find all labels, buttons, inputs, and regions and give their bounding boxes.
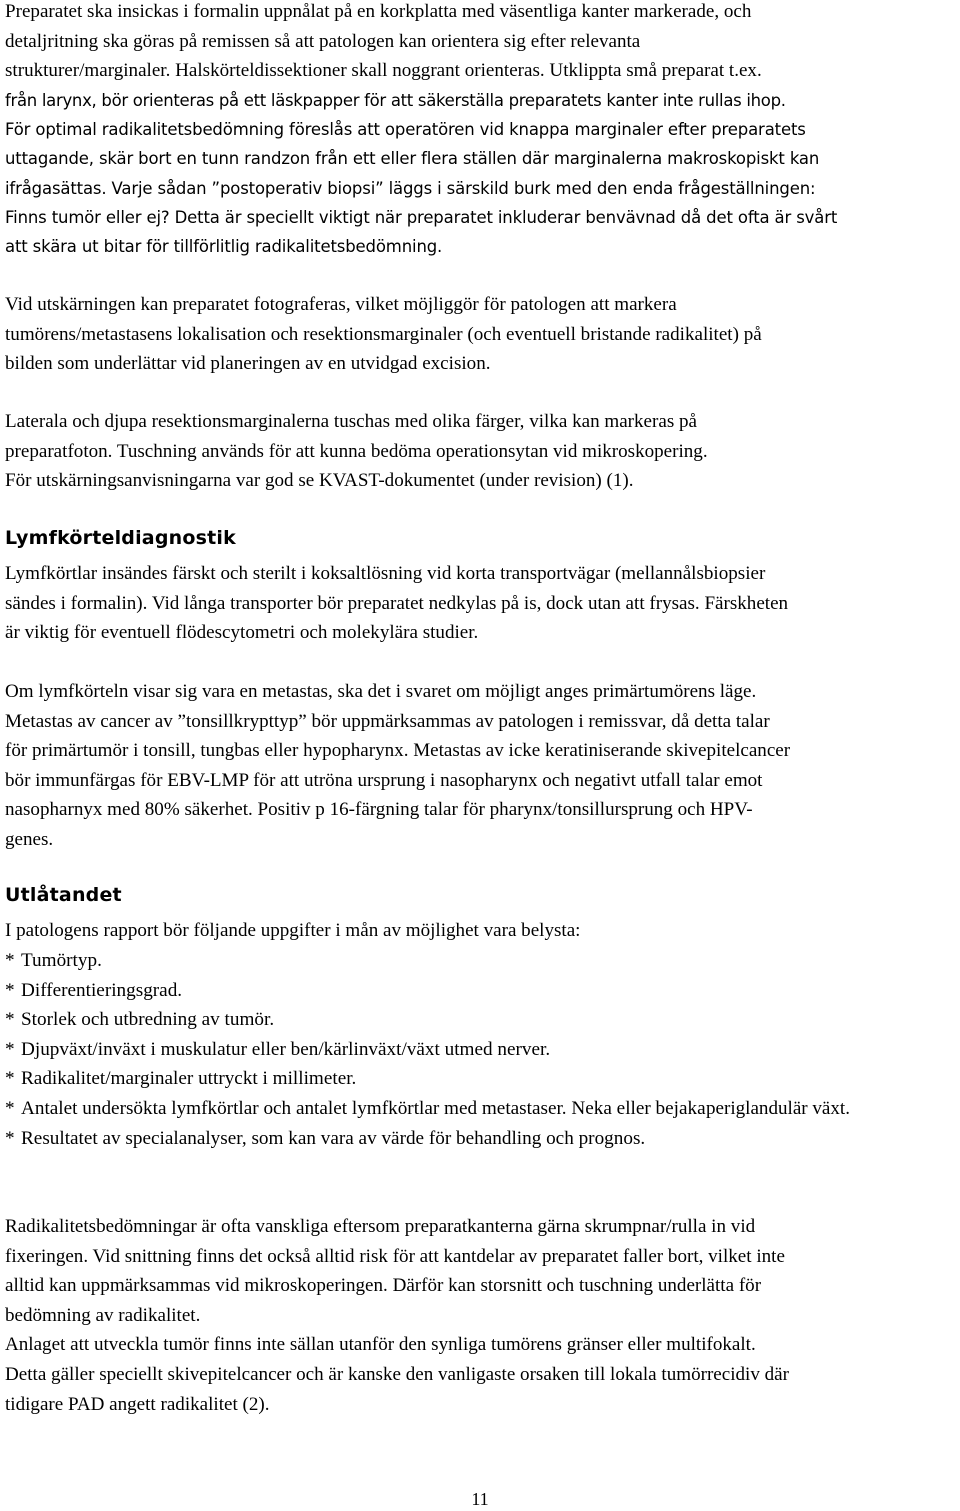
paragraph-specimen-handling bbox=[5, 0, 946, 262]
text-line: Lymfkörtlar insändes färskt och sterilt i koksaltlösning vid korta transportvägar (mellannålsbiopsier bbox=[5, 563, 766, 584]
paragraph-metastasis bbox=[5, 677, 946, 855]
list-item-text: Antalet undersökta lymfkörtlar och antalet lymfkörtlar med metastaser. Neka eller bejaka bbox=[21, 1097, 706, 1119]
text-line: fixeringen. Vid snittning finns det också alltid risk för att kantdelar av preparatet faller bort, vilket inte bbox=[5, 1245, 785, 1267]
list-item-text: Radikalitet/marginaler uttryckt i millimeter. bbox=[21, 1068, 357, 1090]
list-item bbox=[5, 1035, 946, 1065]
text-line: från larynx, bör orienteras på ett läskpapper för att säkerställa preparatets kanter inte rullas ihop. bbox=[5, 90, 786, 110]
text-line: Finns tumör eller ej? Detta är speciellt viktigt när preparatet inkluderar benvävnad då det ofta är svårt bbox=[5, 207, 838, 227]
list-item-text: Storlek och utbredning av tumör. bbox=[21, 1009, 275, 1031]
list-item-continuation: periglandulär växt. bbox=[705, 1097, 850, 1119]
paragraph-photography bbox=[5, 290, 946, 379]
bullet-mark: * bbox=[5, 950, 15, 971]
text-line: för primärtumör i tonsill, tungbas eller hypopharynx. Metastas av icke keratiniserande skivepitelcancer bbox=[5, 740, 791, 762]
paragraph-radicality bbox=[5, 1212, 946, 1419]
text-line: bedömning av radikalitet. bbox=[5, 1304, 201, 1326]
text-line: I patologens rapport bör följande uppgifter i mån av möjlighet vara belysta: bbox=[5, 920, 581, 941]
text-line: sändes i formalin). Vid långa transporter bör preparatet nedkylas på is, dock utan att frysas. Färskheten bbox=[5, 592, 789, 614]
text-line: Laterala och djupa resektionsmarginalerna tuschas med olika färger, vilka kan markeras på bbox=[5, 411, 698, 432]
text-line: tumörens/metastasens lokalisation och resektionsmarginaler (och eventuell bristande radikalitet) på bbox=[5, 323, 762, 345]
bullet-mark: * bbox=[5, 1127, 15, 1149]
list-item bbox=[5, 1094, 946, 1124]
text-line: att skära ut bitar för tillförlitlig radikalitetsbedömning. bbox=[5, 237, 443, 257]
text-line: För optimal radikalitetsbedömning föreslås att operatören vid knappa marginaler efter preparatets bbox=[5, 120, 806, 140]
text-line: genes. bbox=[5, 828, 54, 850]
bullet-mark: * bbox=[5, 1038, 15, 1060]
list-item bbox=[5, 1124, 946, 1154]
text-line: Vid utskärningen kan preparatet fotograferas, vilket möjliggör för patologen att markera bbox=[5, 294, 677, 315]
text-line: detaljritning ska göras på remissen så att patologen kan orientera sig efter relevanta bbox=[5, 30, 641, 52]
text-line: Metastas av cancer av ”tonsillkrypttyp” bör uppmärksammas av patologen i remissvar, då detta talar bbox=[5, 710, 770, 732]
text-line: nasopharnyx med 80% säkerhet. Positiv p 16-färgning talar för pharynx/tonsillursprung och HPV- bbox=[5, 799, 753, 821]
text-line: bilden som underlättar vid planeringen av en utvidgad excision. bbox=[5, 353, 491, 375]
bullet-mark: * bbox=[5, 1097, 15, 1119]
list-item bbox=[5, 976, 946, 1006]
text-line: ifrågasättas. Varje sådan ”postoperativ biopsi” läggs i särskild burk med den enda frågeställningen: bbox=[5, 178, 816, 198]
text-line: Om lymfkörteln visar sig vara en metastas, ska det i svaret om möjligt anges primärtumörens läge. bbox=[5, 681, 757, 702]
text-line: För utskärningsanvisningarna var god se KVAST-dokumentet (under revision) (1). bbox=[5, 470, 634, 492]
list-item-text: Resultatet av specialanalyser, som kan vara av värde för behandling och prognos. bbox=[21, 1127, 646, 1149]
text-line: Radikalitetsbedömningar är ofta vanskliga eftersom preparatkanterna gärna skrumpnar/rulla in vid bbox=[5, 1216, 756, 1237]
text-line: Anlaget att utveckla tumör finns inte sällan utanför den synliga tumörens gränser eller multifokalt. bbox=[5, 1334, 756, 1356]
list-item-text: Djupväxt/inväxt i muskulatur eller ben/kärlinväxt/växt utmed nerver. bbox=[21, 1038, 551, 1060]
list-item-text: Tumörtyp. bbox=[21, 950, 102, 971]
page-number: 11 bbox=[471, 1489, 489, 1509]
text-line: Preparatet ska insickas i formalin uppnålat på en korkplatta med väsentliga kanter markerade, och bbox=[5, 1, 752, 22]
paragraph-lymph-node-transport bbox=[5, 559, 946, 648]
bullet-mark: * bbox=[5, 979, 15, 1001]
text-line: är viktig för eventuell flödescytometri och molekylära studier. bbox=[5, 622, 479, 644]
text-line: strukturer/marginaler. Halskörteldissektioner skall noggrant orienteras. Utklippta små preparat t.ex. bbox=[5, 60, 762, 82]
text-line: uttagande, skär bort en tunn randzon från ett eller flera ställen där marginalerna makroskopiskt kan bbox=[5, 149, 820, 169]
report-items-list bbox=[5, 946, 946, 1153]
section-heading-lymph-node-diagnostics: Lymfkörteldiagnostik bbox=[5, 527, 236, 549]
bullet-mark: * bbox=[5, 1068, 15, 1090]
list-item bbox=[5, 946, 946, 976]
list-item bbox=[5, 1005, 946, 1035]
text-line: alltid kan uppmärksammas vid mikroskoperingen. Därför kan storsnitt och tuschning underlätta för bbox=[5, 1275, 762, 1297]
text-line: tidigare PAD angett radikalitet (2). bbox=[5, 1393, 270, 1415]
text-line: bör immunfärgas för EBV-LMP för att utröna ursprung i nasopharynx och negativt utfall talar emot bbox=[5, 769, 763, 791]
bullet-mark: * bbox=[5, 1009, 15, 1031]
paragraph-report-intro bbox=[5, 916, 946, 946]
text-line: Detta gäller speciellt skivepitelcancer och är kanske den vanligaste orsaken till lokala tumörrecidiv där bbox=[5, 1363, 789, 1385]
list-item bbox=[5, 1064, 946, 1094]
section-heading-report: Utlåtandet bbox=[5, 884, 122, 906]
text-line: preparatfoton. Tuschning används för att kunna bedöma operationsytan vid mikroskopering. bbox=[5, 440, 708, 462]
list-item-text: Differentieringsgrad. bbox=[21, 979, 183, 1001]
paragraph-margin-inking bbox=[5, 407, 946, 496]
